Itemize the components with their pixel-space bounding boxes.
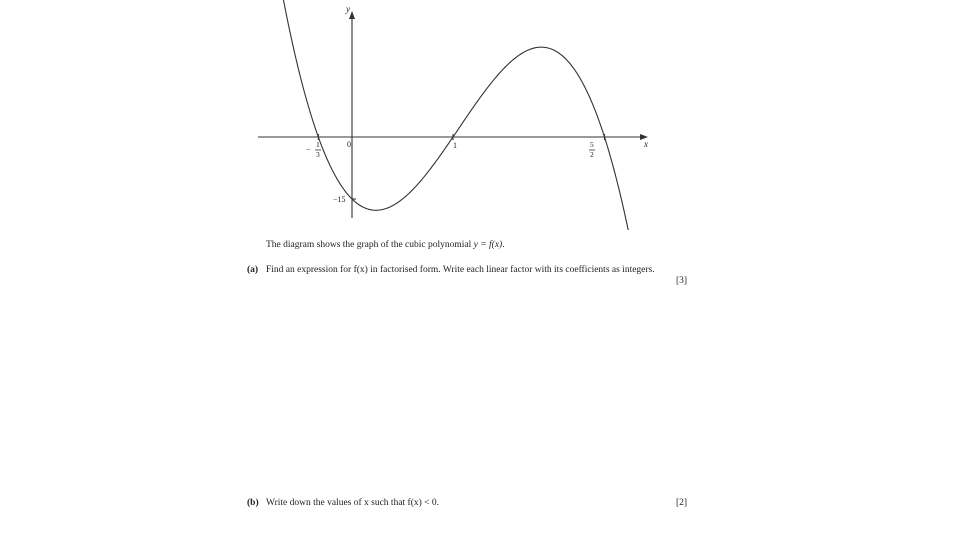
- root-middle-label: 1: [453, 141, 457, 150]
- origin-label: 0: [347, 140, 351, 149]
- cubic-graph: [0, 0, 960, 230]
- root-right-numerator: 5: [590, 140, 594, 149]
- question-intro: [266, 240, 505, 251]
- intro-prefix: The diagram shows the graph of the cubic polynomial: [266, 240, 474, 250]
- root-left-numerator: 1: [316, 140, 320, 149]
- root-right-denominator: 2: [590, 150, 594, 159]
- part-a-label: (a): [247, 265, 259, 275]
- root-left-sign: −: [306, 145, 311, 154]
- x-axis-label: x: [644, 139, 648, 149]
- intro-suffix: .: [502, 240, 505, 250]
- root-left-denominator: 3: [316, 150, 320, 159]
- y-intercept-label: −15: [333, 195, 346, 204]
- part-a-marks: [3]: [676, 276, 688, 286]
- part-b-marks: [2]: [676, 498, 688, 508]
- part-a-text: Find an expression for f(x) in factorised form. Write each linear factor with its coefficients as integers.: [266, 265, 655, 275]
- part-b-label: (b): [247, 498, 259, 508]
- y-axis-label: y: [346, 4, 350, 14]
- part-b-text: Write down the values of x such that f(x) < 0.: [266, 498, 440, 508]
- intro-math: y = f(x): [473, 240, 503, 250]
